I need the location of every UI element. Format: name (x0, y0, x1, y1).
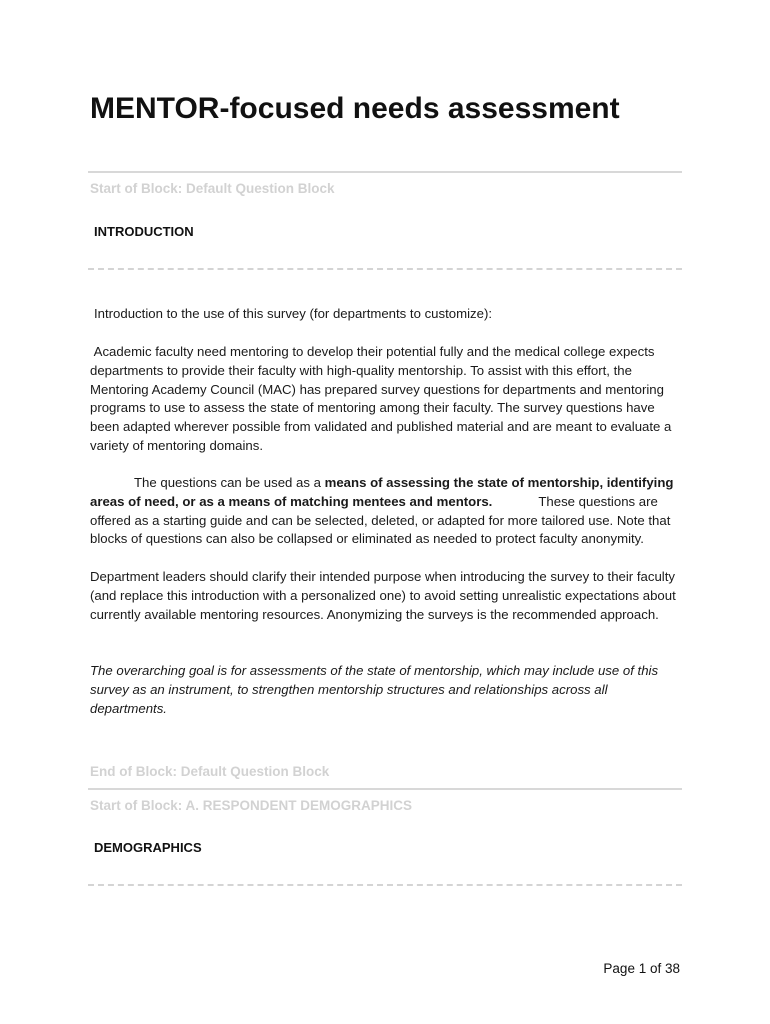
intro-paragraph-2: The questions can be used as a means of assessing the state of mentorship, identifying areas of need, or as a means of matching mentees and mentors. These questions are offered as a starting guide and can be selected, deleted, or adapted for more tailored use. Note that blocks of questions can also be collapsed or eliminated as needed to protect faculty anonymity. (90, 475, 674, 547)
section-label-introduction: INTRODUCTION (94, 224, 194, 239)
question-separator (88, 884, 682, 886)
block-divider (88, 171, 682, 173)
intro-lead: Introduction to the use of this survey (for departments to customize): (94, 306, 493, 321)
document-title: MENTOR-focused needs assessment (90, 92, 620, 125)
page-number: Page 1 of 38 (603, 961, 680, 976)
block-end-default: End of Block: Default Question Block (90, 764, 330, 779)
block-divider (88, 788, 682, 790)
intro-goal: The overarching goal is for assessments of the state of mentorship, which may include use of this survey as an instrument, to strengthen mentorship structures and relationships across all departments. (90, 663, 659, 716)
block-start-demographics: Start of Block: A. RESPONDENT DEMOGRAPHICS (90, 798, 413, 813)
block-start-default: Start of Block: Default Question Block (90, 181, 335, 196)
intro-paragraph-1: Academic faculty need mentoring to develop their potential fully and the medical college expects departments to provide their faculty with high-quality mentorship. To assist with this effort, the Mentoring Academy Council (MAC) has prepared survey questions for departments and mentoring programs to use to assess the state of mentoring among their faculty. The survey questions have been adapted wherever possible from validated and published material and are meant to evaluate a variety of mentoring domains. (90, 344, 672, 453)
section-label-demographics: DEMOGRAPHICS (94, 840, 202, 855)
intro-paragraph-3: Department leaders should clarify their intended purpose when introducing the survey to their faculty (and replace this introduction with a personalized one) to avoid setting unrealistic expectations about currently available mentoring resources. Anonymizing the surveys is the recommended approach. (90, 569, 676, 622)
question-separator (88, 268, 682, 270)
